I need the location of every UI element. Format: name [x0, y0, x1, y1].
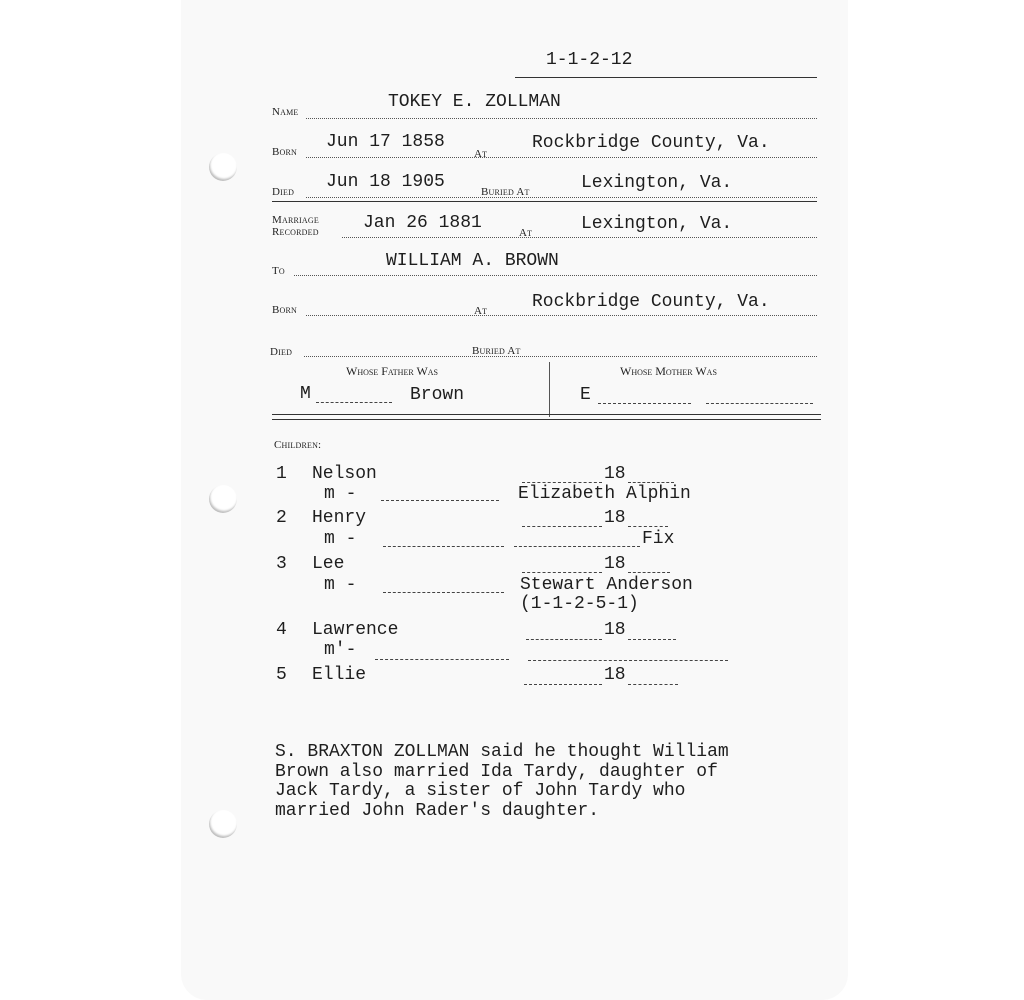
child-year-blank: [524, 684, 602, 685]
marriage-place: Lexington, Va.: [581, 214, 733, 234]
child-spouse: Elizabeth Alphin: [518, 484, 691, 504]
child-married-label: m'-: [324, 640, 357, 660]
child-name: Nelson: [312, 464, 377, 484]
punch-hole: [209, 153, 237, 181]
child-year-blank: [628, 572, 670, 573]
section-rule: [272, 201, 817, 202]
buried-at-label: Buried At: [481, 186, 530, 198]
marriage-line: [342, 237, 817, 238]
recorded-label: Recorded: [272, 226, 319, 238]
mother-blank: [706, 403, 813, 404]
subject-name: TOKEY E. ZOLLMAN: [388, 92, 561, 112]
child-name: Lawrence: [312, 620, 399, 640]
child-number: 2: [276, 508, 287, 528]
child-year-blank: [628, 639, 676, 640]
punch-hole: [209, 485, 237, 513]
spouse-died-line: [304, 356, 817, 357]
parents-divider: [549, 362, 550, 417]
child-year: 18: [604, 508, 626, 528]
child-married-blank: [383, 546, 504, 547]
child-spouse-blank: [514, 546, 640, 547]
whose-father-was-label: Whose Father Was: [346, 364, 439, 378]
marriage-date: Jan 26 1881: [363, 213, 482, 233]
child-spouse-blank: [528, 660, 728, 661]
mother-initial: E: [580, 385, 591, 405]
child-year-blank: [628, 526, 668, 527]
child-year-blank: [628, 684, 678, 685]
spouse-name: WILLIAM A. BROWN: [386, 251, 559, 271]
child-spouse-reference: (1-1-2-5-1): [520, 594, 639, 614]
whose-mother-was-label: Whose Mother Was: [620, 364, 717, 378]
spouse-born-label: Born: [272, 304, 298, 316]
born-line: [306, 157, 817, 158]
to-line: [294, 275, 817, 276]
father-blank: [316, 402, 392, 403]
child-name: Ellie: [312, 665, 367, 685]
name-line: [306, 118, 817, 119]
spouse-born-at-label: At: [474, 305, 488, 317]
section-rule: [272, 414, 821, 415]
spouse-buried-at-label: Buried At: [472, 345, 521, 357]
died-label: Died: [272, 186, 295, 198]
spouse-born-line: [306, 315, 817, 316]
child-spouse: Stewart Anderson: [520, 575, 693, 595]
record-number: 1-1-2-12: [546, 50, 633, 70]
child-number: 1: [276, 464, 287, 484]
child-married-blank: [375, 659, 509, 660]
subject-born-place: Rockbridge County, Va.: [532, 133, 770, 153]
note-paragraph: [275, 743, 729, 821]
marriage-recorded-label: [272, 214, 319, 238]
children-label: Children:: [274, 439, 322, 451]
note-line: Brown also married Ida Tardy, daughter of: [275, 761, 718, 782]
to-label: To: [272, 265, 285, 277]
child-married-blank: [383, 592, 504, 593]
child-year-blank: [522, 526, 602, 527]
child-number: 5: [276, 665, 287, 685]
section-rule: [272, 419, 821, 420]
child-year: 18: [604, 620, 626, 640]
father-initial: M: [300, 384, 311, 404]
child-married-label: m -: [324, 575, 357, 595]
child-year-blank: [526, 639, 602, 640]
spouse-born-place: Rockbridge County, Va.: [532, 292, 770, 312]
child-year: 18: [604, 464, 626, 484]
died-line: [306, 197, 817, 198]
child-married-blank: [381, 500, 499, 501]
punch-hole: [209, 810, 237, 838]
subject-buried-place: Lexington, Va.: [581, 173, 733, 193]
note-line: S. BRAXTON ZOLLMAN said he thought William: [275, 742, 729, 762]
father-surname: Brown: [410, 385, 465, 405]
child-married-label: m -: [324, 529, 357, 549]
note-line: Jack Tardy, a sister of John Tardy who: [275, 781, 686, 801]
record-number-rule: [515, 77, 817, 78]
child-year-blank: [628, 482, 674, 483]
marriage-at-label: At: [519, 227, 533, 239]
child-number: 4: [276, 620, 287, 640]
child-year: 18: [604, 665, 626, 685]
name-label: Name: [272, 106, 299, 118]
child-year-blank: [522, 572, 602, 573]
child-number: 3: [276, 554, 287, 574]
subject-died-date: Jun 18 1905: [326, 172, 445, 192]
child-name: Lee: [312, 554, 345, 574]
child-year: 18: [604, 554, 626, 574]
child-year-blank: [522, 482, 602, 483]
mother-blank: [598, 403, 691, 404]
note-line: married John Rader's daughter.: [275, 800, 600, 821]
child-married-label: m -: [324, 484, 357, 504]
marriage-label: Marriage: [272, 214, 319, 226]
spouse-died-label: Died: [270, 346, 293, 358]
child-name: Henry: [312, 508, 367, 528]
subject-born-date: Jun 17 1858: [326, 132, 445, 152]
born-label: Born: [272, 146, 298, 158]
child-spouse: Fix: [642, 529, 675, 549]
born-at-label: At: [474, 148, 488, 160]
